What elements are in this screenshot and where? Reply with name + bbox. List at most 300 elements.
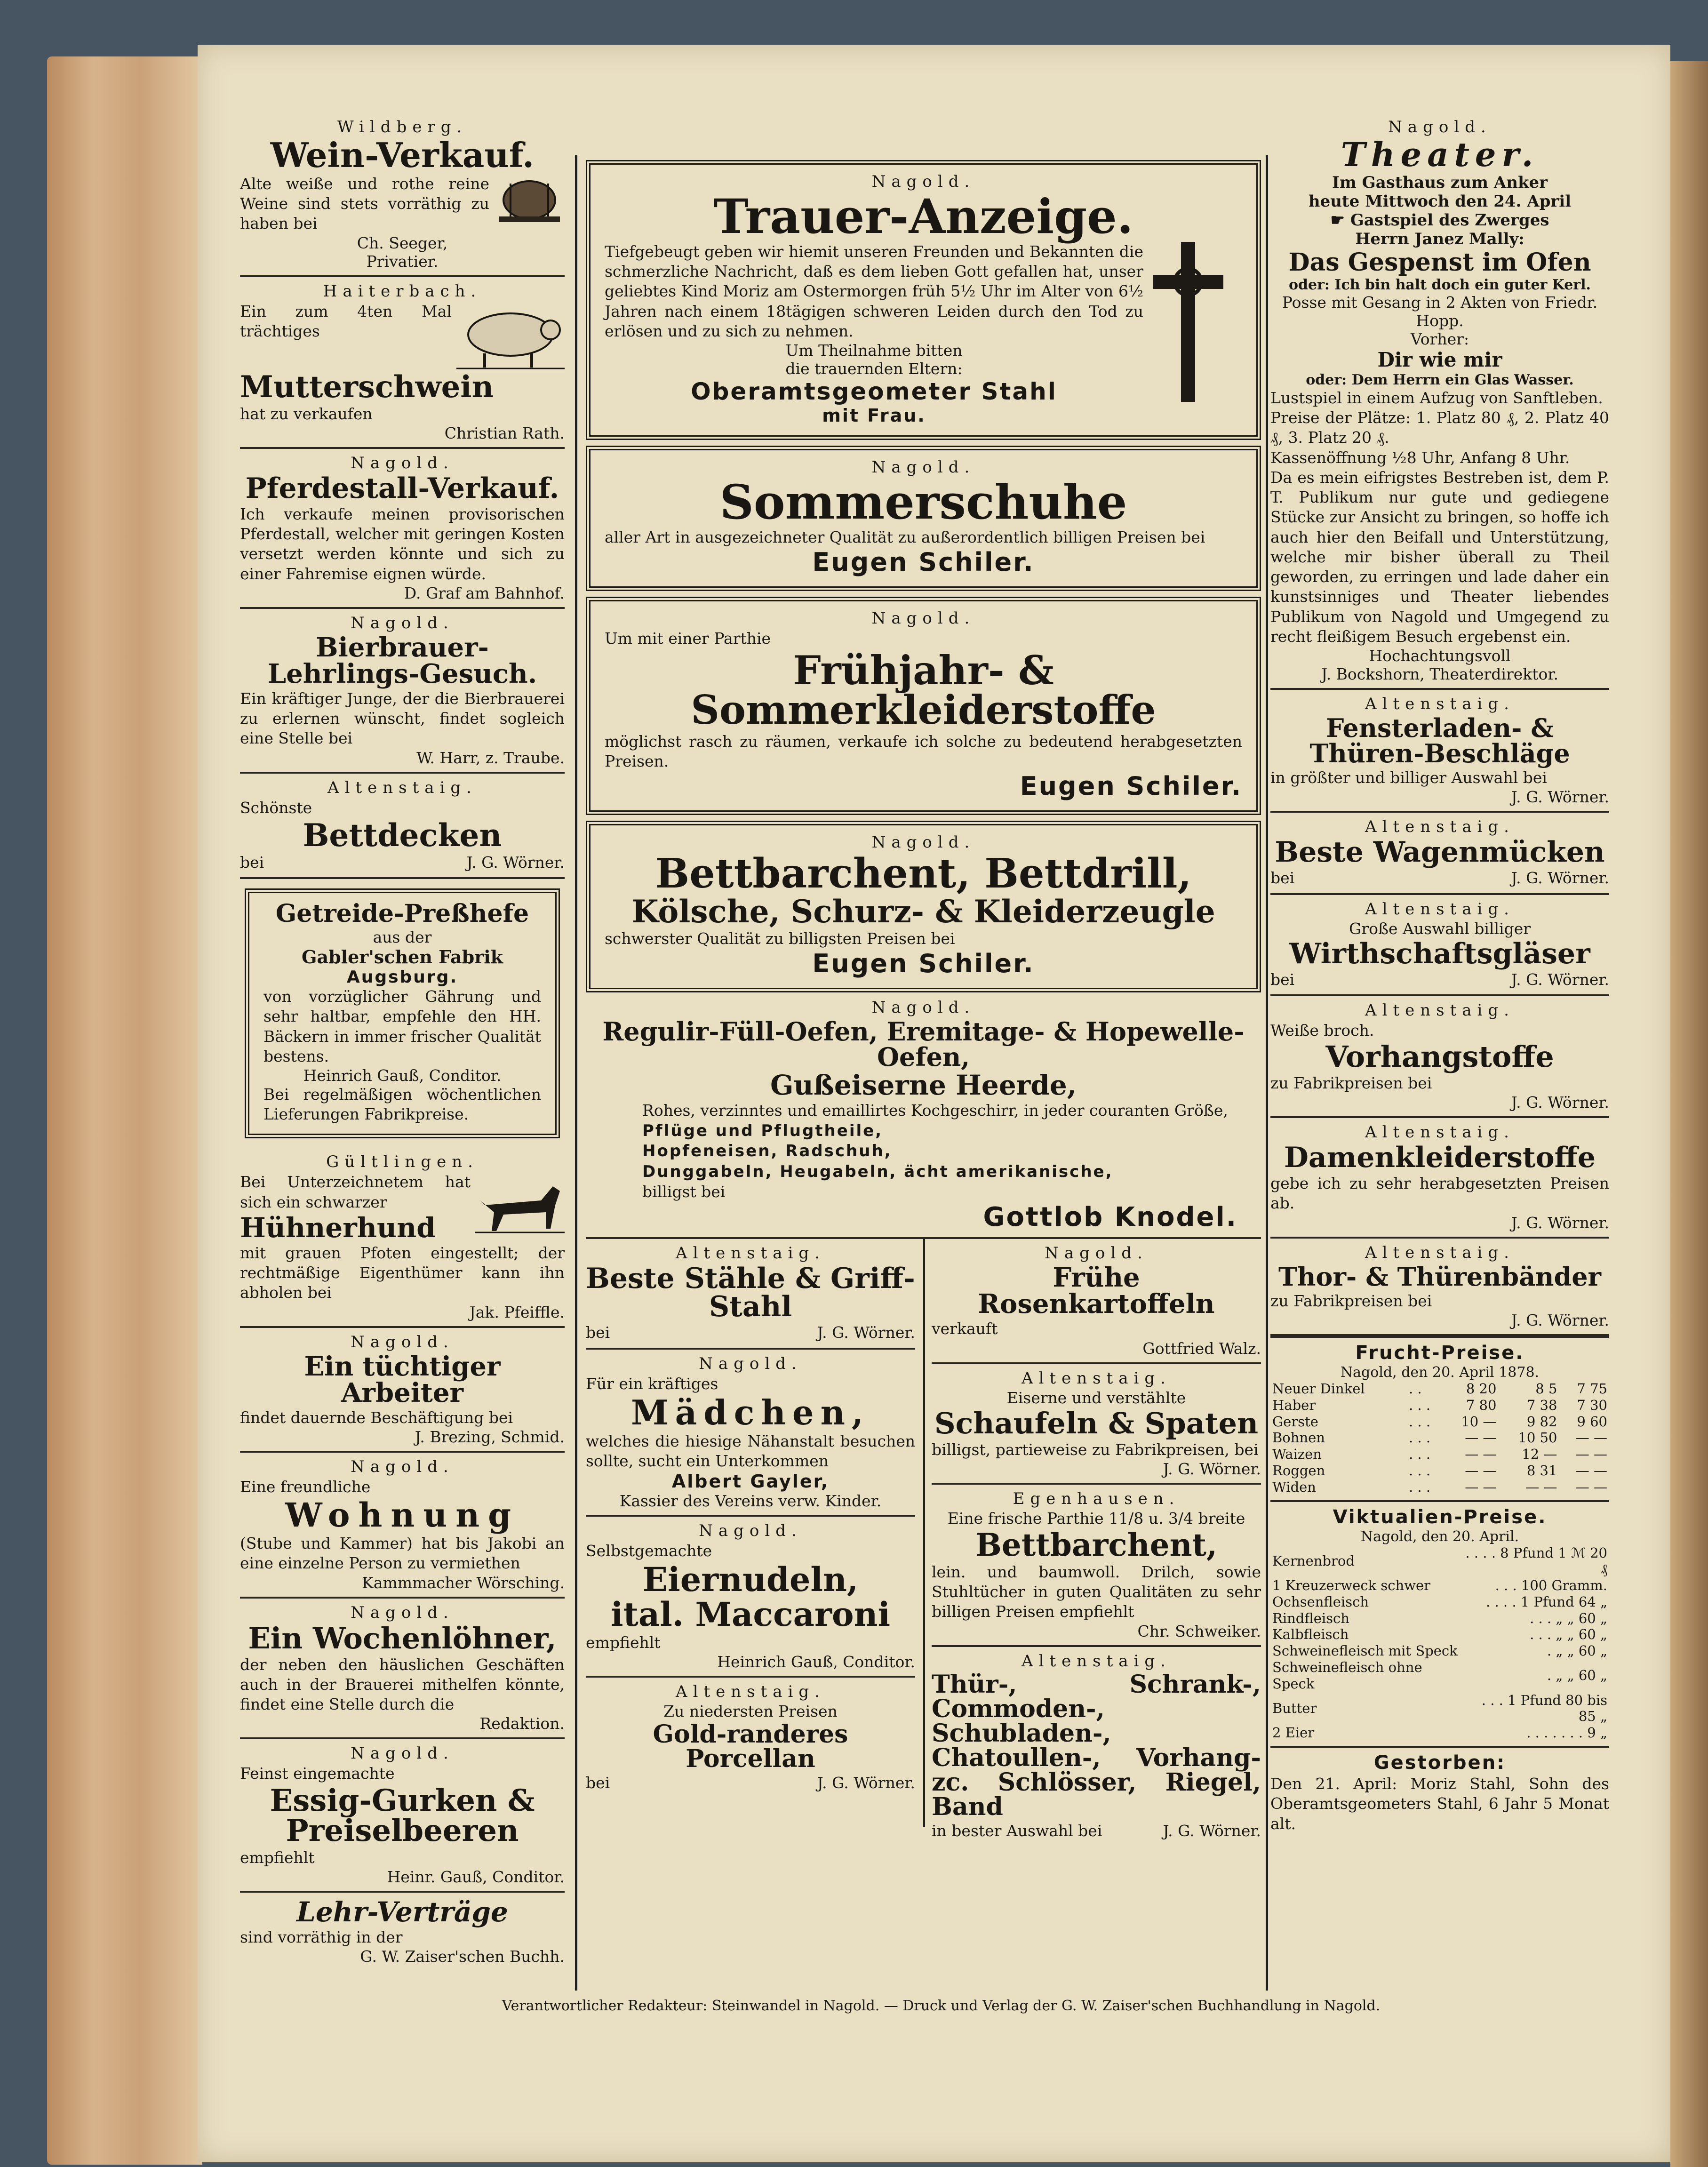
ad-title: Beste Stähle & Griff-Stahl (586, 1262, 915, 1324)
ad-text: möglichst rasch zu räumen, verkaufe ich solche zu bedeutend herabgesetzten Preisen. (605, 732, 1242, 770)
ad-line (1270, 211, 1609, 230)
ad-title: Bettbarchent, (975, 1526, 1218, 1563)
advertiser-name: J. G. Wörner. (1511, 788, 1609, 807)
ad-text: Pflüge und Pflugtheile, (642, 1121, 883, 1140)
ad-text: Lustspiel in einem Aufzug von Sanftleben. (1270, 389, 1603, 407)
price-row (1270, 1545, 1609, 1578)
ad-wirthschaftsglaeser (1270, 895, 1609, 996)
ad-title: Lehr-Verträge (296, 1895, 508, 1928)
price-item: 1 Kreuzerweck schwer (1272, 1577, 1431, 1594)
ad-line: Hochachtungsvoll (1369, 647, 1511, 665)
ad-text: mit grauen Pfoten eingestellt; der rechtmäßige Eigenthümer kann ihn abholen bei (240, 1243, 565, 1302)
ad-theater (1270, 113, 1609, 690)
price-item: Waizen (1272, 1446, 1322, 1463)
price-row (1270, 1446, 1609, 1463)
ad-title: Mutterschwein (240, 369, 494, 405)
ad-title: Wohnung (285, 1495, 520, 1535)
advertiser-name: Heinr. Gauß, Conditor. (387, 1867, 565, 1886)
price-row (1270, 1430, 1609, 1446)
ad-lehrvertraege (240, 1893, 565, 1969)
ad-presshefe (245, 888, 560, 1138)
advertiser-name: J. G. Wörner. (817, 1323, 915, 1342)
viktualien-table (1270, 1545, 1609, 1742)
town-label: Nagold. (1045, 1244, 1148, 1263)
price-value: 8 31 (1526, 1462, 1557, 1479)
column-rule-1 (575, 155, 577, 1991)
town-label: Egenhausen. (1013, 1489, 1180, 1508)
ad-text: von vorzüglicher Gährung und sehr haltbar, empfehle den HH. Bäckern in immer frischer Qualität bestens. (263, 987, 541, 1065)
ad-text: Bei regelmäßigen wöchentlichen Lieferungen Fabrikpreise. (263, 1085, 541, 1124)
ad-text: billigst, partieweise zu Fabrikpreisen, bei (932, 1440, 1259, 1459)
ad-pre: Feinst eingemachte (240, 1764, 395, 1783)
ad-empf: empfiehlt (586, 1633, 661, 1652)
ad-title: Beste Wagenmücken (1275, 836, 1605, 869)
viktualien-section (1270, 1502, 1609, 1748)
advertiser-name: Heinrich Gauß, Conditor. (303, 1066, 502, 1085)
ad-text: Alte weiße und rothe reine Weine sind stets vorräthig zu haben bei (240, 175, 489, 233)
price-row (1270, 1594, 1609, 1610)
ad-bettdecken (240, 774, 565, 879)
ad-title: Ein tüchtiger Arbeiter (304, 1351, 501, 1408)
page-stack-edge (47, 56, 202, 2165)
advertiser-name: J. G. Wörner. (817, 1773, 915, 1792)
advertiser-name: J. G. Wörner. (1511, 1213, 1609, 1232)
advertiser-name: Gottfried Walz. (1142, 1339, 1261, 1358)
price-value: — — (1525, 1479, 1557, 1495)
fruchtpreise-table (1270, 1381, 1609, 1495)
right-page-edge (1670, 61, 1708, 2167)
column-rule-2 (1266, 155, 1268, 1991)
ad-line: Um Theilnahme bitten (785, 341, 963, 360)
advertiser-name: D. Graf am Bahnhof. (404, 584, 565, 602)
ad-line: Augsburg. (346, 968, 458, 987)
column-3 (1270, 113, 1609, 1838)
price-value: — — (1575, 1430, 1607, 1446)
section-date: Nagold, den 20. April. (1360, 1528, 1519, 1545)
ad-title: Sommerschuhe (719, 474, 1127, 530)
ad-subtitle: Gußeiserne Heerde, (770, 1069, 1077, 1102)
price-value: . . . 1 Pfund 80 bis 85 „ (1481, 1692, 1607, 1725)
ad-wohnung (240, 1453, 565, 1599)
price-value: . . . (1409, 1462, 1431, 1479)
ad-text: Dunggabeln, Heugabeln, ächt amerikanische, (642, 1162, 1113, 1181)
ad-title: Ein Wochenlöhner, (248, 1621, 557, 1655)
price-value: 9 60 (1577, 1413, 1607, 1430)
advertiser-name: J. G. Wörner. (1511, 1311, 1609, 1329)
ad-subtitle: Kölsche, Schurz- & Kleiderzeugle (631, 893, 1215, 930)
price-item: Butter (1272, 1700, 1317, 1717)
ad-footer-line (1270, 868, 1609, 888)
ad-pre: Für ein kräftiges (586, 1374, 718, 1393)
ad-fensterladen (1270, 690, 1609, 813)
ad-thorbaender (1270, 1239, 1609, 1338)
ad-pre: Um mit einer Parthie (605, 629, 771, 648)
column-2 (586, 113, 1261, 1840)
price-item: Ochsenfleisch (1272, 1593, 1369, 1610)
price-row (1270, 1577, 1609, 1594)
ad-title: Vorhangstoffe (1325, 1039, 1554, 1074)
advertiser-name: J. G. Wörner. (1163, 1459, 1261, 1478)
ad-text: Preise der Plätze: 1. Platz 80 ₰, 2. Platz 40 ₰, 3. Platz 20 ₰. (1270, 408, 1609, 447)
ad-line-text: Gastspiel des Zwerges (1350, 211, 1549, 230)
town-label: Wildberg. (337, 118, 468, 136)
town-label: Altenstaig. (327, 778, 477, 797)
ad-wochenloehner (240, 1599, 565, 1740)
town-label: Gültlingen. (326, 1152, 479, 1172)
ad-title: Gold-randeres Porcellan (653, 1719, 848, 1773)
bei-label: bei (240, 853, 264, 872)
price-value: 10 — (1461, 1413, 1497, 1430)
town-label: Altenstaig. (1365, 817, 1515, 837)
price-value: 9 82 (1526, 1413, 1557, 1430)
ad-text: Hopfeneisen, Radschuh, (642, 1142, 892, 1161)
ad-title: Frühe Rosenkartoffeln (978, 1262, 1215, 1320)
price-row (1270, 1381, 1609, 1397)
ad-text: Ich verkaufe meinen provisorischen Pferdestall, welcher mit geringen Kosten versetzt werden könnte und sich zu einer Fahremise eignen würde. (240, 504, 565, 583)
ad-pre: Schönste (240, 798, 312, 817)
dog-icon (475, 1172, 565, 1238)
ad-mutterschwein (240, 277, 565, 449)
advertiser-name: J. G. Wörner. (1511, 1093, 1609, 1112)
advertiser-name: Eugen Schiler. (812, 547, 1035, 577)
advertiser-name: W. Harr, z. Traube. (416, 748, 565, 767)
price-row (1270, 1725, 1609, 1741)
ad-text: lein. und baumwoll. Drilch, sowie Stuhltücher in guten Qualitäten zu sehr billigen Preisen empfiehlt (932, 1562, 1261, 1621)
ad-title: Essig-Gurken & Preiselbeeren (270, 1783, 535, 1848)
price-value: . . . (1409, 1446, 1431, 1463)
ad-pre: Weiße broch. (1270, 1021, 1374, 1040)
ad-text: Tiefgebeugt geben wir hiemit unseren Freunden und Bekannten die schmerzliche Nachricht, daß es dem lieben Gott gefallen hat, unser geliebtes Kind Moriz am Ostermorgen früh 5½ Uhr im Alter von 6½ Jahren nach einem 18tägigen schweren Leiden durch den Tod zu erlösen und zu sich zu nehmen. (605, 242, 1143, 340)
fruchtpreise-section (1270, 1338, 1609, 1502)
ad-line: heute Mittwoch den 24. April (1308, 192, 1572, 211)
ad-bettbarchent-egenhausen (932, 1485, 1261, 1647)
ad-text: in bester Auswahl bei (932, 1821, 1102, 1840)
ad-title: Wein-Verkauf. (270, 135, 535, 175)
ad-eiernudeln (586, 1517, 915, 1677)
advertiser-suffix: mit Frau. (822, 405, 926, 426)
ad-footer-line (1270, 970, 1609, 990)
advertiser-name: J. G. Wörner. (1511, 970, 1609, 989)
ad-wagenmuecken (1270, 813, 1609, 895)
column-1 (240, 113, 565, 1969)
ad-wein-verkauf (240, 113, 565, 277)
advertiser-name: J. G. Wörner. (1163, 1821, 1261, 1840)
play-title: Dir wie mir (1377, 348, 1502, 371)
col2-left-half (586, 1239, 915, 1797)
town-label: Altenstaig. (1365, 695, 1515, 714)
town-label: Altenstaig. (676, 1682, 825, 1701)
ad-pferdestall (240, 449, 565, 609)
ad-title: Bierbrauer-Lehrlings-Gesuch. (267, 632, 537, 689)
advertiser-name: J. Brezing, Schmid. (415, 1427, 565, 1446)
town-label: Nagold. (699, 1521, 802, 1541)
town-label: Altenstaig. (1022, 1651, 1171, 1671)
section-date: Nagold, den 20. April 1878. (1340, 1364, 1540, 1381)
town-label: Altenstaig. (1365, 1243, 1515, 1262)
price-value: . . . (1409, 1413, 1431, 1430)
price-value: 7 80 (1466, 1397, 1497, 1413)
advertiser-name: Gottlob Knodel. (983, 1202, 1237, 1233)
ad-text: Rohes, verzinntes und emaillirtes Kochgeschirr, in jeder couranten Größe, (642, 1101, 1228, 1120)
ad-subtitle: ital. Maccaroni (610, 1594, 891, 1634)
price-value: — — (1575, 1446, 1607, 1463)
town-label: Nagold. (699, 1354, 802, 1373)
price-value: . . . . 8 Pfund 1 ℳ 20 ₰ (1465, 1544, 1607, 1577)
ad-text: Bei Unterzeichnetem hat sich ein schwarzer (240, 1173, 471, 1211)
advertiser-name: J. Bockshorn, Theaterdirektor. (1321, 665, 1559, 684)
play-subtitle: oder: Ich bin halt doch ein guter Kerl. (1289, 277, 1591, 293)
town-label: Nagold. (351, 1457, 454, 1476)
advertiser-name: J. G. Wörner. (1511, 869, 1609, 888)
advertiser-name: Christian Rath. (444, 424, 565, 442)
col2-right-half (932, 1239, 1261, 1844)
ad-line: Im Gasthaus zum Anker (1332, 173, 1548, 192)
price-value: — — (1465, 1446, 1497, 1463)
advertiser-name: Chr. Schweiker. (1137, 1622, 1261, 1640)
price-value: 8 20 (1466, 1380, 1497, 1397)
ad-text: aller Art in ausgezeichneter Qualität zu außerordentlich billigen Preisen bei (605, 528, 1205, 547)
price-value: — — (1575, 1479, 1607, 1495)
ad-line: Vorher: (1410, 330, 1469, 348)
section-text: Den 21. April: Moriz Stahl, Sohn des Oberamtsgeometers Stahl, 6 Jahr 5 Monat alt. (1270, 1775, 1609, 1833)
ad-title: Thor- & Thürenbänder (1278, 1261, 1602, 1292)
price-item: Schweinefleisch ohne Speck (1272, 1659, 1422, 1692)
ad-title: Bettbarchent, Bettdrill, (655, 850, 1192, 898)
price-row (1270, 1643, 1609, 1659)
ad-oefen (586, 998, 1261, 1239)
price-item: Roggen (1272, 1462, 1325, 1479)
price-value: — — (1465, 1430, 1497, 1446)
advertiser-name: Redaktion. (479, 1714, 565, 1733)
section-title: Frucht-Preise. (1355, 1342, 1524, 1364)
ad-text: verkauft (932, 1319, 998, 1338)
town-label: Haiterbach. (323, 281, 482, 301)
advertiser-name: J. G. Wörner. (466, 853, 565, 872)
ad-title: Mädchen, (631, 1392, 870, 1432)
town-label: Altenstaig. (1365, 1123, 1515, 1142)
wine-barrel-icon (494, 174, 565, 226)
town-label: Nagold. (351, 1332, 454, 1351)
price-value: — — (1575, 1462, 1607, 1479)
ad-maedchen (586, 1350, 915, 1517)
imprint-footer: Verantwortlicher Redakteur: Steinwandel in Nagold. — Druck und Verlag der G. W. Zaiser'schen Buchhandlung in Nagold. (502, 1998, 1381, 2014)
ad-bettbarchent (586, 821, 1261, 992)
town-label: Nagold. (871, 172, 975, 191)
ad-line: Herrn Janez Mally: (1355, 230, 1524, 248)
ad-line: Posse mit Gesang in 2 Akten von Friedr. Hopp. (1282, 293, 1598, 330)
town-label: Nagold. (1388, 118, 1492, 136)
ad-bierbrauer (240, 609, 565, 774)
advertiser-name: Jak. Pfeiffle. (469, 1303, 565, 1321)
ad-empf: empfiehlt (240, 1848, 315, 1867)
ad-schaufeln (932, 1364, 1261, 1485)
town-label: Nagold. (871, 998, 975, 1017)
price-item: Schweinefleisch mit Speck (1272, 1643, 1458, 1659)
ad-title: Wirthschaftsgläser (1289, 937, 1590, 970)
town-label: Altenstaig. (1365, 1000, 1515, 1020)
bei-label: bei (586, 1773, 610, 1792)
advertiser-role: Kassier des Vereins verw. Kinder. (619, 1492, 882, 1511)
bei-label: bei (1270, 970, 1295, 989)
ad-title: Thür-, Schrank-, Commoden-, Schubladen-, Chatoullen-, Vorhang- zc. Schlösser, Riegel, Band (932, 1670, 1261, 1821)
ad-staehle (586, 1239, 915, 1349)
ad-kleiderstoffe (586, 597, 1261, 815)
town-label: Nagold. (351, 453, 454, 472)
ad-damenkleiderstoffe (1270, 1118, 1609, 1238)
price-item: Gerste (1272, 1413, 1318, 1430)
ad-text: zu Fabrikpreisen bei (1270, 1291, 1432, 1310)
price-item: Widen (1272, 1479, 1316, 1495)
ad-text: welches die hiesige Nähanstalt besuchen sollte, sucht ein Unterkommen (586, 1431, 915, 1471)
ad-line: Gabler'schen Fabrik (302, 946, 503, 968)
price-value: 8 5 (1535, 1380, 1557, 1397)
advertiser-name: Eugen Schiler. (1020, 771, 1242, 801)
ad-pre: Eine frische Parthie 11/8 u. 3/4 breite (947, 1509, 1245, 1527)
advertiser-name: Ch. Seeger, (357, 233, 448, 252)
town-label: Nagold. (351, 1603, 454, 1622)
price-row (1270, 1659, 1609, 1692)
section-title: Viktualien-Preise. (1333, 1506, 1547, 1528)
price-value: . . . „ „ 60 „ (1530, 1626, 1607, 1643)
price-item: Rindfleisch (1272, 1610, 1349, 1626)
price-row (1270, 1610, 1609, 1627)
section-title: Gestorben: (1373, 1752, 1506, 1774)
price-value: . „ „ 60 „ (1547, 1643, 1607, 1659)
ad-pre: Eine freundliche (240, 1477, 371, 1496)
price-item: Bohnen (1272, 1430, 1325, 1446)
price-value: 10 50 (1518, 1430, 1557, 1446)
ad-pre: Große Auswahl billiger (1349, 919, 1531, 938)
ad-title: Getreide-Preßhefe (275, 899, 529, 928)
ad-line: aus der (373, 928, 432, 947)
town-label: Nagold. (871, 458, 975, 477)
town-label: Nagold. (871, 609, 975, 628)
ad-text: in größter und billiger Auswahl bei (1270, 768, 1547, 787)
ad-title: Eiernudeln, (642, 1559, 859, 1599)
advertiser-role: Privatier. (366, 252, 439, 271)
price-value: . . . „ „ 60 „ (1530, 1610, 1607, 1626)
advertiser-name: Albert Gayler, (671, 1471, 830, 1492)
price-value: . . . . 1 Pfund 64 „ (1486, 1593, 1607, 1610)
price-row (1270, 1692, 1609, 1725)
price-item: 2 Eier (1272, 1725, 1315, 1741)
ad-footer-line (932, 1821, 1261, 1841)
ad-pre: Zu niedersten Preisen (663, 1702, 838, 1720)
price-row (1270, 1626, 1609, 1643)
ad-title: Pferdestall-Verkauf. (245, 472, 559, 505)
price-value: — — (1465, 1462, 1497, 1479)
ad-trauer-anzeige (586, 160, 1261, 440)
ad-text: gebe ich zu sehr herabgesetzten Preisen ab. (1270, 1174, 1609, 1213)
ad-pre: Selbstgemachte (586, 1542, 712, 1560)
ad-footer-line (240, 853, 565, 872)
gestorben-section (1270, 1748, 1609, 1838)
price-value: . . . . . . . 9 „ (1526, 1725, 1607, 1741)
advertiser-name: Eugen Schiler. (812, 949, 1035, 979)
ad-title: Frühjahr- & Sommerkleiderstoffe (691, 647, 1156, 733)
price-value: 7 75 (1577, 1380, 1607, 1397)
town-label: Altenstaig. (1365, 899, 1515, 919)
ad-title: Theater. (1341, 135, 1539, 174)
play-subtitle: oder: Dem Herrn ein Glas Wasser. (1306, 372, 1574, 388)
ad-title: Schaufeln & Spaten (934, 1406, 1259, 1440)
town-label: Nagold. (351, 613, 454, 632)
ad-pre: Eiserne und verstählte (1006, 1388, 1186, 1407)
price-item: Neuer Dinkel (1272, 1380, 1365, 1397)
ad-text: Da es mein eifrigstes Bestreben ist, dem P. T. Publikum nur gute und gediegene Stücke zur Ansicht zu bringen, so hoffe ich auch hier den Beifall und Unterstützung, welche mir bisher überall zu Theil geworden, zu erringen und lade daher ein kunstsinniges und Theater liebendes Publikum von Nagold und Umgegend zu recht fleißigem Besuch ergebenst ein. (1270, 468, 1609, 646)
ad-huehnerhund (240, 1148, 565, 1327)
cross-icon (1153, 242, 1223, 407)
ad-vorhangstoffe (1270, 996, 1609, 1118)
price-item: Haber (1272, 1397, 1316, 1413)
ad-arbeiter (240, 1328, 565, 1453)
town-label: Nagold. (351, 1744, 454, 1763)
ad-text: findet dauernde Beschäftigung bei (240, 1408, 513, 1427)
price-value: . . . (1409, 1479, 1431, 1495)
town-label: Altenstaig. (1022, 1368, 1171, 1388)
ad-text: der neben den häuslichen Geschäften auch in der Brauerei mithelfen könnte, findet eine Stelle durch die (240, 1655, 565, 1714)
ad-title: Trauer-Anzeige. (713, 189, 1133, 244)
town-label: Nagold. (871, 833, 975, 852)
col2-lower (586, 1239, 1261, 1840)
ad-text: billigst bei (642, 1183, 726, 1201)
price-value: . . . (1409, 1430, 1431, 1446)
advertiser-name: Heinrich Gauß, Conditor. (717, 1652, 915, 1671)
price-value: . . (1409, 1380, 1422, 1397)
price-item: Kalbfleisch (1272, 1626, 1349, 1643)
ad-title: Damenkleiderstoffe (1284, 1141, 1596, 1175)
price-value: . . . 100 Gramm. (1495, 1577, 1607, 1594)
advertiser-name: G. W. Zaiser'schen Buchh. (360, 1947, 565, 1966)
ad-footer-line (586, 1323, 915, 1343)
price-value: — — (1465, 1479, 1497, 1495)
ad-sommerschuhe (586, 446, 1261, 591)
ad-text: sind vorräthig in der (240, 1927, 403, 1946)
ad-gurken (240, 1739, 565, 1892)
bei-label: bei (586, 1323, 610, 1342)
ad-text: (Stube und Kammer) hat bis Jakobi an eine einzelne Person zu vermiethen (240, 1534, 565, 1573)
pointing-hand-icon: ☛ (1330, 211, 1350, 230)
price-row (1270, 1414, 1609, 1430)
ad-text: Ein kräftiger Junge, der die Bierbrauerei zu erlernen wünscht, findet sogleich eine Stelle bei (240, 689, 565, 748)
ad-rosenkartoffeln (932, 1239, 1261, 1364)
price-value: . „ „ 60 „ (1547, 1667, 1607, 1684)
bei-label: bei (1270, 869, 1295, 888)
ad-text: schwerster Qualität zu billigsten Preisen bei (605, 929, 955, 948)
ad-text: Ein zum 4ten Mal trächtiges (240, 302, 452, 340)
sub-column-rule (923, 1239, 925, 1827)
ad-text: hat zu verkaufen (240, 404, 373, 423)
ad-schloesser (932, 1647, 1261, 1845)
ad-line: die trauernden Eltern: (785, 360, 963, 378)
ad-title: Bettdecken (303, 816, 502, 854)
ad-title: Fensterladen- & Thüren-Beschläge (1309, 713, 1570, 769)
price-value: 12 — (1522, 1446, 1557, 1463)
price-value: . . . (1409, 1397, 1431, 1413)
price-row (1270, 1397, 1609, 1414)
ad-text: zu Fabrikpreisen bei (1270, 1073, 1432, 1092)
price-row (1270, 1463, 1609, 1479)
town-label: Altenstaig. (676, 1244, 825, 1263)
ad-porcellan (586, 1678, 915, 1797)
ad-title: Regulir-Füll-Oefen, Eremitage- & Hopewelle-Oefen, (602, 1016, 1245, 1072)
ad-footer-line (586, 1773, 915, 1793)
ad-text: Kassenöffnung ½8 Uhr, Anfang 8 Uhr. (1270, 448, 1570, 467)
price-value: 7 38 (1526, 1397, 1557, 1413)
pig-icon (456, 302, 565, 372)
ad-title: Hühnerhund (240, 1211, 436, 1244)
advertiser-name: Oberamtsgeometer Stahl (691, 378, 1057, 406)
